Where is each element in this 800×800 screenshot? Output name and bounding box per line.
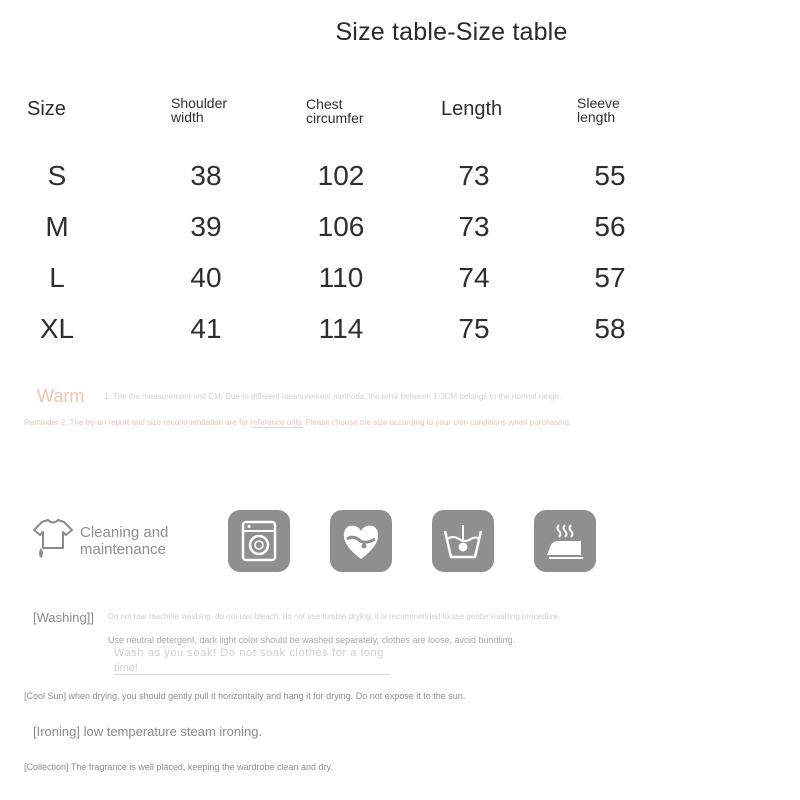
cell-length: 73	[458, 160, 490, 191]
page-title: Size table-Size table	[335, 18, 568, 46]
washing-label: [Washing]]	[33, 610, 94, 625]
cell-length: 75	[458, 313, 490, 344]
cell-sleeve: 55	[594, 160, 626, 191]
header-size: Size	[27, 98, 66, 120]
cell-shoulder: 38	[190, 160, 222, 191]
washing-line-2: Use neutral detergent, dark light color should be washed separately, clothes are loose, avoid bundling.	[108, 635, 516, 645]
tshirt-care-icon	[30, 518, 76, 562]
header-sleeve-line2: length	[577, 109, 616, 125]
reminder-line-1: 1. The the measurement unit CM. Due to different measurement methods, the error between 1-3CM belongs to the normal range.	[104, 392, 562, 401]
header-chest-line2: circumfer	[306, 110, 364, 126]
washing-line-3: Wash as you soak! Do not soak clothes for a long	[114, 647, 384, 659]
cell-sleeve: 58	[594, 313, 626, 344]
cell-sleeve: 57	[594, 262, 626, 293]
header-sleeve-length	[577, 96, 620, 124]
washing-faint-line: Do not use machine washing, do not use bleach, do not use tumble drying, it is recommended to use gentle washing procedure.	[108, 612, 561, 621]
care-title	[80, 524, 168, 558]
care-title-line2: maintenance	[80, 541, 166, 558]
reminder-reference: reference only.	[250, 418, 303, 427]
washing-machine-icon	[228, 510, 290, 572]
washing-line-4: time!	[114, 662, 390, 675]
header-shoulder-line2: width	[171, 109, 204, 125]
header-length: Length	[441, 98, 503, 120]
cell-length: 74	[458, 262, 490, 293]
cell-sleeve: 56	[594, 211, 626, 242]
cell-shoulder: 41	[190, 313, 222, 344]
cool-sun-note: [Cool Sun] when drying, you should gently pull it horizontally and hang it for drying. Do not expose it to the sun.	[24, 691, 466, 701]
cell-chest: 102	[317, 160, 365, 191]
cell-size: S	[47, 160, 67, 191]
reminder-prefix: Reminder 2. The try-on report and size recommendation are for	[24, 418, 249, 427]
cell-size: M	[45, 211, 69, 242]
header-sleeve-line1: Sleeve	[577, 95, 620, 111]
steam-iron-icon	[534, 510, 596, 572]
cell-size: L	[49, 262, 65, 293]
header-shoulder-width	[171, 96, 227, 124]
warm-reminder-label: Warm	[37, 386, 85, 406]
cell-shoulder: 39	[190, 211, 222, 242]
reminder-suffix: Please choose the size according to your own conditions when purchasing.	[305, 418, 572, 427]
cell-size: XL	[39, 313, 75, 344]
cell-length: 73	[458, 211, 490, 242]
cell-shoulder: 40	[190, 262, 222, 293]
header-chest-circumference	[306, 97, 364, 125]
header-shoulder-line1: Shoulder	[171, 95, 228, 111]
wash-basin-icon	[432, 510, 494, 572]
care-title-line1: Cleaning and	[80, 524, 169, 541]
collection-note: [Collection] The fragrance is well placed, keeping the wardrobe clean and dry.	[24, 762, 333, 772]
hand-wash-icon	[330, 510, 392, 572]
header-chest-line1: Chest	[306, 96, 343, 112]
ironing-note: [Ironing] low temperature steam ironing.	[33, 724, 263, 739]
cell-chest: 114	[318, 313, 364, 344]
reminder-line-2	[24, 418, 571, 427]
cell-chest: 106	[317, 211, 365, 242]
cell-chest: 110	[318, 262, 364, 293]
